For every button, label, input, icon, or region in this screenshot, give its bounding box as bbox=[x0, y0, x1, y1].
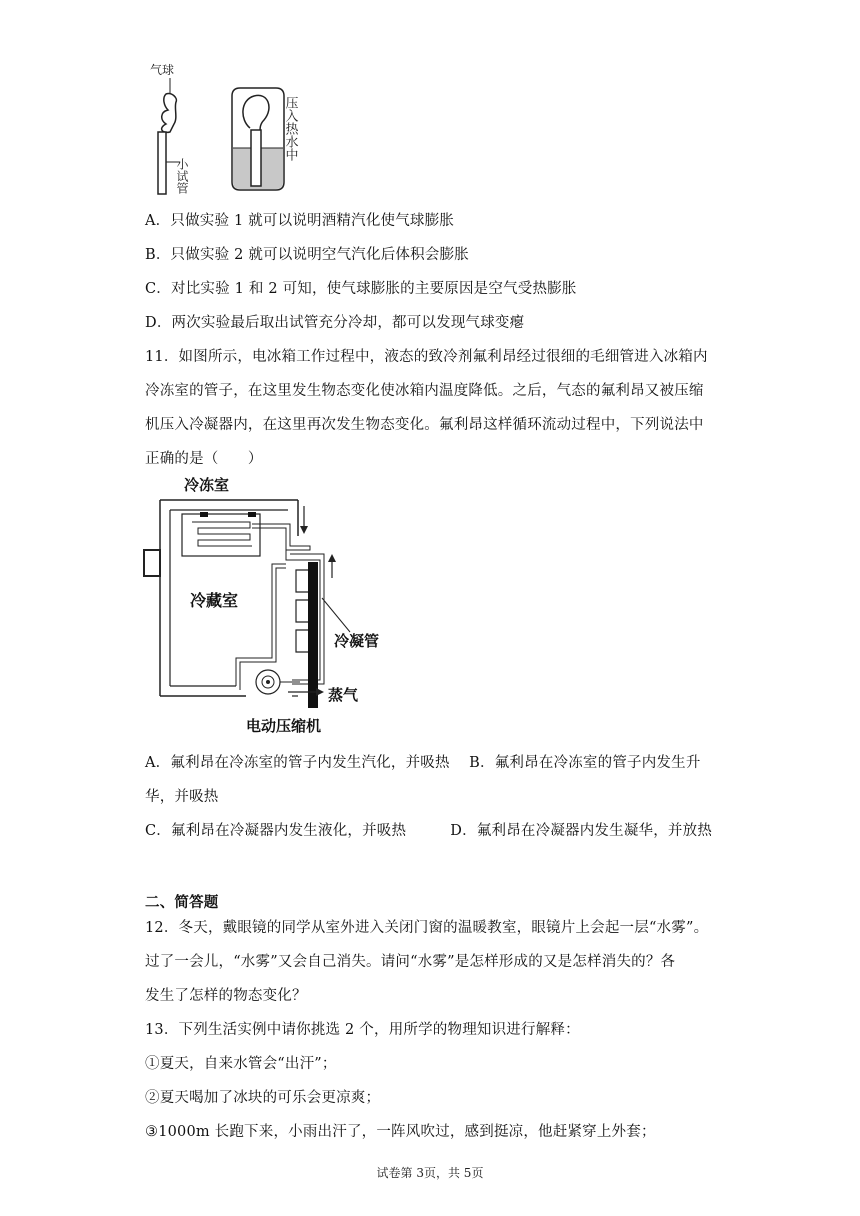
q11-option-b-cont: 华，并吸热 bbox=[145, 789, 219, 805]
q10-option-d: D．两次实验最后取出试管充分冷却，都可以发现气球变瘪 bbox=[145, 315, 525, 331]
q11-stem-line-1: 11．如图所示，电冰箱工作过程中，液态的致冷剂氟利昂经过很细的毛细管进入冰箱内 bbox=[145, 349, 708, 365]
q11-stem-line-3: 机压入冷凝器内，在这里再次发生物态变化。氟利昂这样循环流动过程中，下列说法中 bbox=[145, 417, 704, 433]
fridge-label: 冷藏室 bbox=[190, 591, 239, 610]
page-footer: 试卷第 3页，共 5页 bbox=[376, 1166, 484, 1180]
steam-label: 蒸气 bbox=[328, 686, 359, 704]
q11-stem-line-4: 正确的是（ ） bbox=[145, 451, 263, 467]
q13-item-2: ②夏天喝加了冰块的可乐会更凉爽； bbox=[145, 1090, 381, 1106]
q11-option-cd: C．氟利昂在冷凝器内发生液化，并吸热 D．氟利昂在冷凝器内发生凝华，并放热 bbox=[145, 823, 713, 839]
q12-line-3: 发生了怎样的物态变化？ bbox=[145, 988, 307, 1004]
q11-stem-line-2: 冷冻室的管子，在这里发生物态变化使冰箱内温度降低。之后，气态的氟利昂又被压缩 bbox=[145, 383, 704, 399]
q10-option-a: A．只做实验 1 就可以说明酒精汽化使气球膨胀 bbox=[145, 213, 455, 229]
q12-line-1: 12．冬天，戴眼镜的同学从室外进入关闭门窗的温暖教室，眼镜片上会起一层“水雾”。 bbox=[145, 920, 709, 936]
small-tube-label: 小试管 bbox=[175, 158, 189, 194]
q10-option-b: B．只做实验 2 就可以说明空气汽化后体积会膨胀 bbox=[145, 247, 469, 263]
compressor-label: 电动压缩机 bbox=[246, 717, 322, 735]
section-title: 二、简答题 bbox=[145, 894, 219, 911]
condenser-label: 冷凝管 bbox=[334, 632, 380, 650]
q13-line-1: 13．下列生活实例中请你挑选 2 个，用所学的物理知识进行解释： bbox=[145, 1022, 580, 1038]
q11-option-ab: A．氟利昂在冷冻室的管子内发生汽化，并吸热 B．氟利昂在冷冻室的管子内发生升 bbox=[145, 755, 701, 771]
q12-line-2: 过了一会儿，“水雾”又会自己消失。请问“水雾”是怎样形成的又是怎样消失的？各 bbox=[145, 954, 676, 970]
balloon-label: 气球 bbox=[150, 63, 175, 77]
balloon-tube-figure bbox=[140, 58, 320, 198]
refrigerator-diagram bbox=[140, 470, 400, 740]
press-in-label: 压入热水中 bbox=[282, 96, 298, 161]
q13-item-1: ①夏天，自来水管会“出汗”； bbox=[145, 1056, 337, 1072]
q13-item-3: ③1000m 长跑下来，小雨出汗了，一阵风吹过，感到挺凉，他赶紧穿上外套； bbox=[145, 1124, 656, 1140]
freezer-label: 冷冻室 bbox=[184, 476, 230, 494]
q10-option-c: C．对比实验 1 和 2 可知，使气球膨胀的主要原因是空气受热膨胀 bbox=[145, 281, 577, 297]
